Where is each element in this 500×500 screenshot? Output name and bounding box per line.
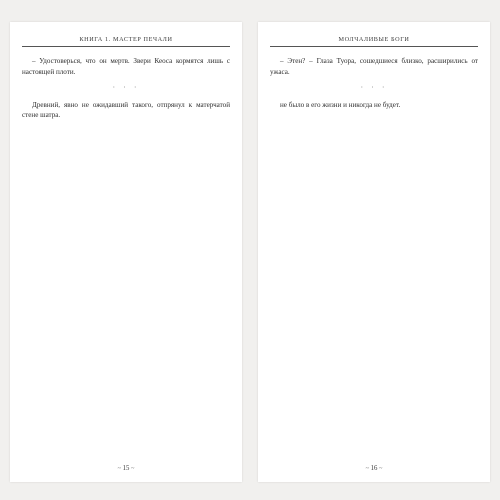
first-paragraph: – Удостоверься, что он мертв. Звери Кеоса кормятся лишь с настоящей плоти. (22, 57, 230, 76)
head-rule (270, 46, 478, 47)
last-paragraph: Древний, явно не ожидавший такого, отпрянул к матерчатой стене шатра. (22, 100, 230, 119)
head-rule (22, 46, 230, 47)
running-head-left: КНИГА 1. МАСТЕР ПЕЧАЛИ (79, 36, 173, 43)
ornament-dash-icon: ~ (379, 466, 383, 472)
page-number-right: ~ 16 ~ (365, 465, 383, 472)
first-paragraph: – Этен? – Глаза Туора, сошедшиеся близко, расширились от ужаса. (270, 57, 478, 76)
body-text-left (22, 56, 230, 121)
left-page (10, 22, 242, 482)
last-paragraph: не было в его жизни и никогда не будет. (280, 100, 401, 109)
right-page (258, 22, 490, 482)
omitted-text: · · · (112, 83, 140, 92)
ornament-dash-icon: ~ (365, 466, 369, 472)
page-number-left: ~ 15 ~ (117, 465, 135, 472)
running-head-right: МОЛЧАЛИВЫЕ БОГИ (338, 36, 410, 43)
ornament-dash-icon: ~ (117, 466, 121, 472)
omitted-text: · · · (360, 83, 388, 92)
body-text-right (270, 56, 478, 110)
ornament-dash-icon: ~ (131, 466, 135, 472)
